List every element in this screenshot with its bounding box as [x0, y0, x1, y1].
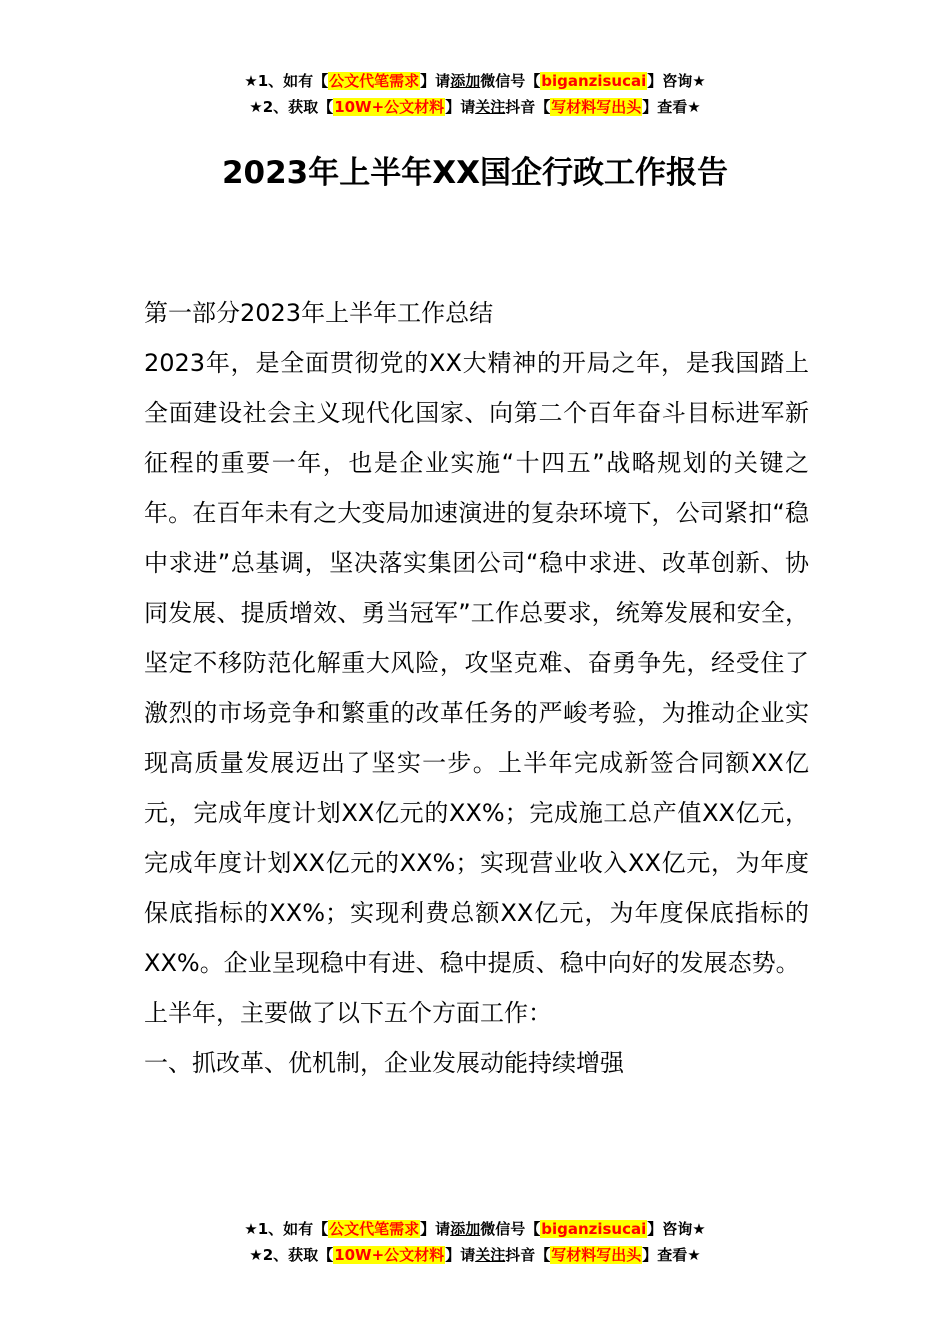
section-heading: 第一部分2023年上半年工作总结	[144, 299, 494, 327]
banner-underline: 添加	[450, 1220, 481, 1238]
banner-text: 抖音【	[505, 1246, 551, 1264]
highlight-service: 公文代笔需求	[329, 1220, 420, 1238]
banner-text: 】请	[445, 1246, 476, 1264]
subheading: 一、抓改革、优机制，企业发展动能持续增强	[144, 1049, 624, 1077]
top-banner	[0, 68, 950, 120]
banner-text: ★2、获取【	[249, 1246, 334, 1264]
banner-text: 】查看★	[642, 1246, 701, 1264]
highlight-materials: 10W+公文材料	[334, 1246, 445, 1264]
banner-underline: 关注	[475, 98, 506, 116]
highlight-douyin-id: 写材料写出头	[551, 98, 642, 116]
document-title: 2023年上半年XX国企行政工作报告	[221, 155, 729, 191]
banner-text: 】请	[420, 1220, 451, 1238]
highlight-douyin-id: 写材料写出头	[551, 1246, 642, 1264]
banner-text: 】咨询★	[647, 72, 706, 90]
banner-text: 】查看★	[642, 98, 701, 116]
banner-text: 抖音【	[505, 98, 551, 116]
highlight-wechat-id: biganzisucai	[541, 1220, 647, 1238]
banner-underline: 添加	[450, 72, 481, 90]
document-body	[144, 288, 809, 1088]
banner-text: 】请	[420, 72, 451, 90]
banner-text: ★2、获取【	[249, 98, 334, 116]
banner-underline: 关注	[475, 1246, 506, 1264]
paragraph-intro: 上半年，主要做了以下五个方面工作：	[144, 999, 552, 1027]
banner-text: 】请	[445, 98, 476, 116]
banner-text: 】咨询★	[647, 1220, 706, 1238]
paragraph-summary: 2023年，是全面贯彻党的XX大精神的开局之年，是我国踏上全面建设社会主义现代化国家、向第二个百年奋斗目标进军新征程的重要一年，也是企业实施“十四五”战略规划的关键之年。在百年未有之大变局加速演进的复杂环境下，公司紧扣“稳中求进”总基调，坚决落实集团公司“稳中求进、改革创新、协同发展、提质增效、勇当冠军”工作总要求，统筹发展和安全，坚定不移防范化解重大风险，攻坚克难、奋勇争先，经受住了激烈的市场竞争和繁重的改革任务的严峻考验，为推动企业实现高质量发展迈出了坚实一步。上半年完成新签合同额XX亿元，完成年度计划XX亿元的XX%；完成施工总产值XX亿元，完成年度计划XX亿元的XX%；实现营业收入XX亿元，为年度保底指标的XX%；实现利费总额XX亿元，为年度保底指标的XX%。企业呈现稳中有进、稳中提质、稳中向好的发展态势。	[144, 349, 809, 977]
highlight-service: 公文代笔需求	[329, 72, 420, 90]
banner-line-1	[0, 68, 950, 94]
banner-line-2	[0, 94, 950, 120]
banner-text: ★1、如有【	[244, 1220, 329, 1238]
highlight-wechat-id: biganzisucai	[541, 72, 647, 90]
banner-line-2	[0, 1242, 950, 1268]
banner-text: 微信号【	[480, 1220, 541, 1238]
highlight-materials: 10W+公文材料	[334, 98, 445, 116]
bottom-banner	[0, 1216, 950, 1268]
banner-text: 微信号【	[480, 72, 541, 90]
banner-text: ★1、如有【	[244, 72, 329, 90]
banner-line-1	[0, 1216, 950, 1242]
